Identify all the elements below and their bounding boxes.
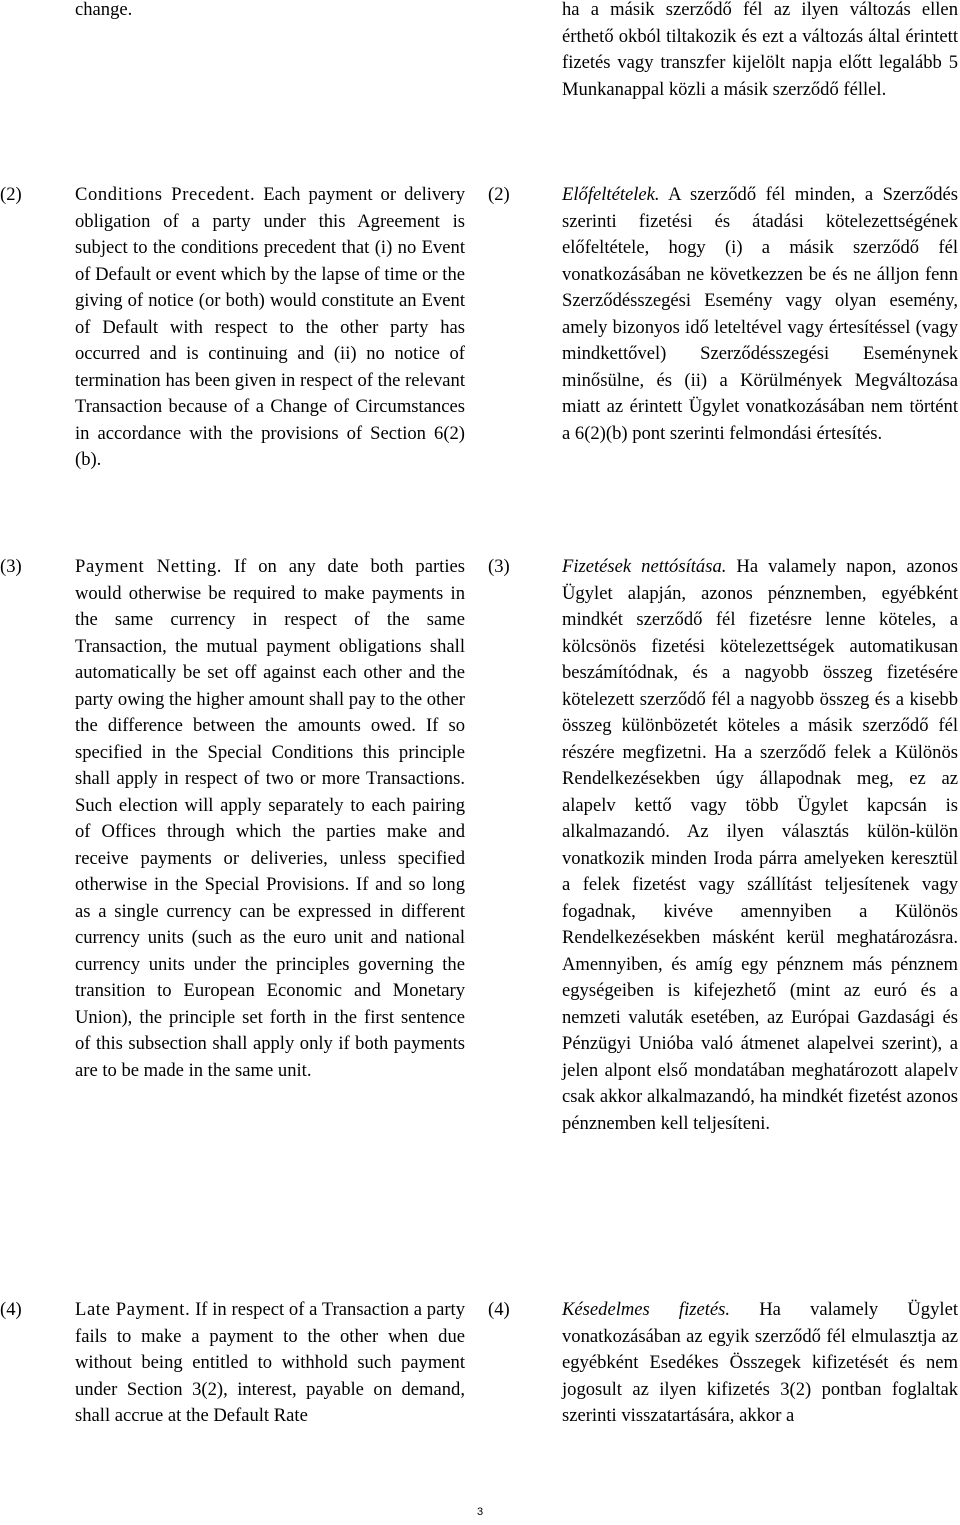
section-heading-hu: Késedelmes fizetés.	[562, 1299, 731, 1320]
section-hu	[562, 1297, 958, 1430]
section-number-en: (3)	[0, 556, 22, 577]
section-paragraph-en	[75, 554, 465, 1084]
section-number-hu: (2)	[488, 184, 510, 205]
section-number-hu: (4)	[488, 1299, 510, 1320]
section-body-en: If in respect of a Transaction a party fails to make a payment to the other when due without being entitled to withhold such payment under Section 3(2), interest, payable on demand, shall accrue at the Default Rate	[75, 1299, 465, 1426]
section-number-hu: (3)	[488, 556, 510, 577]
section-number-en: (2)	[0, 184, 22, 205]
section-body-hu: A szerződő fél minden, a Szerződés szerinti fizetési és átadási kötelezettségének előfeltétele, hogy (i) a másik szerződő fél vonatkozásában ne következzen be és ne álljon fenn Szerződésszegési Esemény vagy olyan esemény, amely bizonyos idő leteltével vagy értesítéssel (vagy mindkettővel) Szerződésszegési Eseménynek minősülne, és (ii) a Körülmények Megváltozása miatt az érintett Ügylet vonatkozásában nem történt a 6(2)(b) pont szerinti felmondási értesítés.	[562, 184, 958, 444]
section-hu	[562, 182, 958, 447]
section-heading-hu: Előfeltételek.	[562, 184, 660, 205]
section-body-hu: Ha valamely Ügylet vonatkozásában az egyik szerződő fél elmulasztja az egyébként Esedékes Összegek kifizetését és nem jogosult az ilyen kifizetés 3(2) pontban foglaltak szerinti visszatartására, akkor a	[562, 1299, 958, 1426]
section-en	[75, 1297, 465, 1430]
section-heading-en: Late Payment.	[75, 1299, 191, 1320]
section-heading-hu: Fizetések nettósítása.	[562, 556, 727, 577]
section-heading-en: Payment Netting.	[75, 556, 223, 577]
continuation-paragraph-en: change.	[75, 0, 133, 20]
section-body-en: Each payment or delivery obligation of a party under this Agreement is subject to the conditions precedent that (i) no Event of Default or event which by the lapse of time or the giving of notice (or both) would constitute an Event of Default with respect to the other party has occurred and is continuing and (ii) no notice of termination has been given in respect of the relevant Transaction because of a Change of Circumstances in accordance with the provisions of Section 6(2)(b).	[75, 184, 465, 470]
continuation-text-en	[75, 0, 465, 24]
section-number-en: (4)	[0, 1299, 22, 1320]
section-paragraph-hu	[562, 1297, 958, 1430]
section-en	[75, 182, 465, 474]
section-heading-en: Conditions Precedent.	[75, 184, 256, 205]
section-body-en: If on any date both parties would otherwise be required to make payments in the same currency in respect of the same Transaction, the mutual payment obligations shall automatically be set off against each other and the party owing the higher amount shall pay to the other the difference between the amounts owed. If so specified in the Special Conditions this principle shall apply in respect of two or more Transactions. Such election will apply separately to each pairing of Offices through which the parties make and receive payments or deliveries, unless specified otherwise in the Special Provisions. If and so long as a single currency can be expressed in different currency units (such as the euro unit and national currency units under the principles governing the transition to European Economic and Monetary Union), the principle set forth in the first sentence of this subsection shall apply only if both payments are to be made in the same unit.	[75, 556, 465, 1081]
section-body-hu: Ha valamely napon, azonos Ügylet alapján, azonos pénznemben, egyébként mindkét szerződő fél fizetésre lenne köteles, a kölcsönös fizetési kötelezettségek automatikusan beszámítódnak, és a nagyobb összeg fizetésére kötelezett szerződő fél a nagyobb összeg és a kisebb összeg különbözetét köteles a másik szerződő fél részére megfizetni. Ha a szerződő felek a Különös Rendelkezésekben úgy állapodnak meg, ez az alapelv kettő vagy több Ügylet kapcsán is alkalmazandó. Az ilyen választás külön-külön vonatkozik minden Iroda párra amelyeken keresztül a felek fizetést vagy szállítást teljesítenek vagy fogadnak, kivéve amennyiben a Különös Rendelkezésekben másként kerül meghatározásra. Amennyiben, és amíg egy pénznem más pénznem egységeiben is kifejezhető (mint az euró és a nemzeti valuták esetében, az Európai Gazdasági és Pénzügyi Unióba való átmenet alapelvei szerint), a jelen alpont első mondatában meghatározott alapelv csak akkor alkalmazandó, ha mindkét fizetést azonos pénznemben kell teljesíteni.	[562, 556, 958, 1134]
continuation-paragraph-hu: ha a másik szerződő fél az ilyen változás ellen érthető okból tiltakozik és ezt a változás által érintett fizetés vagy transzfer kijelölt napja előtt legalább 5 Munkanappal közli a másik szerződő féllel.	[562, 0, 958, 100]
continuation-text-hu	[562, 0, 958, 103]
section-paragraph-hu	[562, 182, 958, 447]
section-en	[75, 554, 465, 1084]
section-hu	[562, 554, 958, 1137]
page-number: 3	[476, 1506, 484, 1518]
section-paragraph-en	[75, 1297, 465, 1430]
section-paragraph-en	[75, 182, 465, 474]
section-paragraph-hu	[562, 554, 958, 1137]
